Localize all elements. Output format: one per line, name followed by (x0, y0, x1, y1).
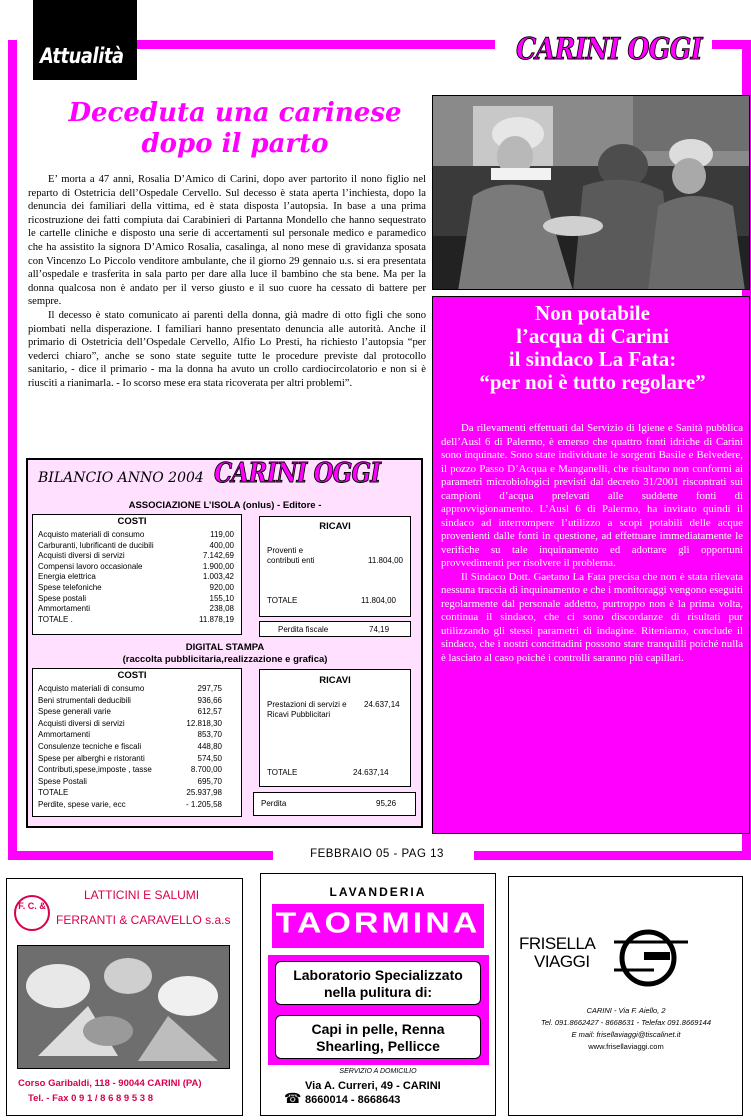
revenue1-label: Proventi e contributi enti (267, 546, 315, 565)
costs1-list (38, 530, 234, 630)
budget-row-label: Spese telefoniche (38, 583, 102, 592)
budget-row (38, 604, 234, 615)
headline-line-1: Deceduta una carinese (68, 98, 402, 128)
budget-row-label: Spese generali varie (38, 707, 111, 717)
budget-row (38, 530, 234, 541)
ad1-photo (17, 945, 230, 1069)
section-tag: Attualità (40, 44, 124, 68)
revenue1-total-value: 11.804,00 (361, 596, 396, 605)
budget-row (38, 696, 222, 708)
costs2-list (38, 684, 222, 814)
ad2-box2-line1: Capi in pelle, Renna (311, 1021, 445, 1037)
ad2-box2 (275, 1015, 481, 1059)
article-paragraph: Il decesso è stato comunicato ai parenti della donna, già madre di otto figli che sono piombati nella disperazione. I familiari hanno presentato denuncia alle autorità. Anche il primario di Ostetricia dell’Ospedale Cervello, Alfio Lo Presti, ha richiesto l’autopsia “per vederci chiaro”, anche se sono state seguite tutte le procedure previste dal protocollo sanitario, - dice il primario - ma la donna ha avuto un crollo cardiocircolatorio e non si è riusciti a rianimarla. - Io scorso mese era stata ricoverata per altri problemi”. (28, 309, 426, 389)
ad1-phone: Tel. - Fax 0 9 1 / 8 6 8 9 5 3 8 (28, 1093, 153, 1104)
ad2-phones: 8660014 - 8668643 (305, 1094, 401, 1106)
budget-row (38, 562, 234, 573)
budget-row-label: Acquisto materiali di consumo (38, 530, 145, 539)
budget-row (38, 551, 234, 562)
ad3-phones: Tel. 091.8662427 - 8668631 - Telefax 091.8669144 (540, 1018, 711, 1027)
budget-row-value: 612,57 (197, 707, 222, 717)
ad3-address: CARINI - Via F. Aiello, 2 (586, 1006, 666, 1015)
ad3-name-line2: VIAGGI (534, 952, 590, 971)
surgery-photo-image (433, 96, 750, 290)
footer-rule-right (474, 851, 751, 860)
budget-row (38, 572, 234, 583)
budget-row-value: 25.937,98 (186, 788, 222, 798)
ad2-box1-line1: Laboratorio Specializzato (293, 967, 463, 983)
ad3-website[interactable]: www.frisellaviaggi.com (588, 1042, 664, 1051)
ad2-box1-line2: nella pulitura di: (323, 984, 433, 1000)
budget-row (38, 730, 222, 742)
budget-row-value: 936,66 (197, 695, 222, 705)
ad2-name: TAORMINA (275, 906, 481, 940)
budget-row-value: 12.818,30 (186, 718, 222, 728)
budget-row (38, 754, 222, 766)
sidebar-headline-line: l’acqua di Carini (516, 324, 669, 348)
revenue1-total-label: TOTALE (267, 596, 298, 605)
budget-row (38, 777, 222, 789)
section-tag-box (33, 0, 137, 80)
headline-line-2: dopo il parto (141, 129, 329, 159)
revenue1-value: 11.804,00 (368, 556, 403, 565)
budget-row (38, 594, 234, 605)
budget-row-value: 11.878,19 (199, 614, 234, 624)
sidebar-headline-line: “per noi è tutto regolare” (479, 370, 706, 394)
revenue2-label: Prestazioni di servizi e Ricavi Pubblicitari (267, 700, 347, 719)
costs2-header: COSTI (117, 670, 147, 681)
budget-row-label: Acquisti diversi di servizi (38, 551, 125, 561)
frisella-logo-icon (614, 922, 688, 995)
costs1-header: COSTI (117, 516, 147, 527)
budget-row-label: Spese Postali (38, 776, 87, 786)
budget-row (38, 615, 234, 626)
revenue2-header: RICAVI (319, 675, 351, 686)
budget-row-value: 155,10 (209, 593, 234, 603)
sidebar-body (441, 422, 743, 665)
budget-row-label: TOTALE . (38, 614, 73, 624)
sidebar-headline-line: Non potabile (535, 301, 650, 325)
budget-row-value: 448,80 (197, 742, 222, 751)
ad-frisella[interactable] (508, 876, 743, 1116)
sidebar-headline-line: il sindaco La Fata: (508, 347, 677, 371)
budget-row (38, 800, 222, 812)
budget-row-label: Ammortamenti (38, 604, 91, 614)
budget-row (38, 684, 222, 696)
sidebar-paragraph: Il Sindaco Dott. Gaetano La Fata precisa che non è stata rilevata nessuna traccia di inquinamento e che i monitoraggi vengono eseguiti regolarmente dal personale addetto, purtroppo non è la prima volta, continua il sindaco, che ci sono discordanze di risultati pur utilizzando gli stessi parametri di indagine. Riteniamo, conclude il sindaco, che i nostri concittadini possono stare tranquilli poiché nulla è lasciato al caso poiché i controlli saranno più capillari. (441, 570, 743, 664)
budget-row-value: 853,70 (197, 730, 222, 740)
budget-row-label: Compensi lavoro occasionale (38, 561, 143, 571)
revenue2-value: 24.637,14 (364, 700, 400, 709)
revenue1-header: RICAVI (319, 521, 351, 532)
revenue2-total-label: TOTALE (267, 768, 298, 777)
phone-icon: ☎ (284, 1092, 302, 1107)
budget-row (38, 707, 222, 719)
sidebar-headline (440, 302, 745, 394)
sidebar-paragraph: Da rilevamenti effettuati dal Servizio di Igiene e Sanità pubblica dell’Ausl 6 di Palermo, è emerso che quattro fonti idriche di Carini sono inquinate. Sono state individuate le sorgenti Basile e Belvedere, il pozzo Passo D’Acqua e Manganelli, che risultano non conformi ai parametri microbiologici previsti dal decreto 31/2001 riscontrati sui campioni d’acqua prelevati alle suddette fonti di approvvigionamento. L’Ausl 6 di Palermo, ha invitato quindi il sindaco ad interrompere l’utilizzo a scopi potabili delle acque provenienti dalle fonti in questione, ad effettuare immediatamente le verifiche su tale inquinamento ed adottare gli opportuni provvedimenti per risolvere il problema. (441, 422, 743, 569)
article-body (28, 173, 426, 391)
budget-row-value: 119,00 (210, 530, 234, 539)
ad1-name-line1: LATTICINI E SALUMI (84, 888, 200, 902)
budget-row-value: 1.900,00 (202, 561, 234, 571)
budget-row-label: Beni strumentali deducibili (38, 695, 131, 705)
ad3-name-line1: FRISELLA (519, 934, 596, 953)
perdita-value: 95,26 (376, 799, 397, 808)
header-rule-left (137, 40, 495, 49)
budget-row-value: 920,00 (209, 583, 234, 592)
ad1-name-line2: FERRANTI & CARAVELLO s.a.s (56, 913, 231, 927)
ad2-address: Via A. Curreri, 49 - CARINI (305, 1080, 441, 1092)
perdita-fiscale-label: Perdita fiscale (278, 625, 329, 634)
budget-row-value: 695,70 (197, 776, 222, 786)
budget-row-value: - 1.205,58 (185, 800, 222, 809)
budget-row (38, 719, 222, 731)
budget-row-label: Consulenze tecniche e fiscali (38, 742, 142, 751)
budget-row-label: Spese postali (38, 593, 87, 603)
budget-row-label: Energia elettrica (38, 572, 96, 582)
surgery-photo (432, 95, 750, 290)
budget-row (38, 788, 222, 800)
article-paragraph: E’ morta a 47 anni, Rosalia D’Amico di Carini, dopo aver partorito il nono figlio nel reparto di Ostetricia dell’Ospedale Cervello. Sul decesso è stata aperta l’inchiesta, dopo la denuncia dei familiari della vittima, ed è stata disposta l’autopsia. In base a una prima ricostruzione dei fatti compiuta dai Carabinieri di Partanna Mondello che hanno sequestrato le cartelle cliniche e disposto una serie di accertamenti sul personale medico e paramedico che ha assistito la signora D’Amico Rosalia, casalinga, al nono mese di gravidanza sposata con Vincenzo Lo Piccolo venditore ambulante, che il giorno 29 gennaio u.s. si era presentata all’ospedale e trasferita in sala parto per dare alla luce il bambino che sta bene. Ma per la donna qualcosa non è andato per il verso giusto e il suo cuore ha cessato di battere per sempre. (28, 174, 426, 308)
budget-row (38, 541, 234, 552)
budget-row-label: TOTALE (38, 788, 69, 798)
ad2-box1 (275, 961, 481, 1005)
budget-title: BILANCIO ANNO 2004 (38, 470, 204, 486)
ad2-kicker: LAVANDERIA (329, 885, 427, 899)
budget-row-value: 297,75 (197, 684, 222, 693)
budget-row-label: Acquisto materiali di consumo (38, 684, 145, 693)
budget-section2-subtitle: (raccolta pubblicitaria,realizzazione e grafica) (122, 654, 328, 665)
budget-row-value: 8.700,00 (190, 765, 222, 775)
budget-row-label: Contributi,spese,imposte , tasse (38, 765, 152, 775)
budget-row-label: Perdite, spese varie, ecc (38, 800, 126, 809)
budget-row-label: Ammortamenti (38, 730, 91, 740)
budget-section2-title: DIGITAL STAMPA (185, 642, 265, 653)
budget-row (38, 765, 222, 777)
footer-rule-left (8, 851, 273, 860)
budget-row (38, 742, 222, 754)
budget-brand: CARINI OGGI (214, 458, 381, 489)
frame-left (8, 40, 17, 860)
budget-row-label: Spese per alberghi e ristoranti (38, 753, 145, 763)
budget-row-value: 400,00 (209, 540, 234, 550)
budget-section1-title: ASSOCIAZIONE L’ISOLA (onlus) - Editore - (128, 500, 322, 511)
ad1-logo: F. C. & (14, 895, 50, 931)
article-headline (40, 98, 430, 160)
ad1-address: Corso Garibaldi, 118 - 90044 CARINI (PA) (18, 1078, 202, 1089)
revenue2-total-value: 24.637,14 (353, 768, 389, 777)
budget-row-label: Carburanti, lubrificanti de ducibili (38, 540, 154, 550)
budget-row-label: Acquisti diversi di servizi (38, 718, 125, 728)
magazine-brand: CARINI OGGI (516, 32, 702, 67)
budget-row-value: 238,08 (209, 604, 234, 614)
ad2-box2-line2: Shearling, Pellicce (316, 1038, 440, 1054)
issue-footer: FEBBRAIO 05 - PAG 13 (310, 848, 444, 860)
perdita-label: Perdita (261, 799, 287, 808)
budget-row-value: 574,50 (197, 753, 222, 763)
perdita-fiscale-value: 74,19 (369, 625, 390, 634)
budget-row (38, 583, 234, 594)
ad3-email[interactable]: E mail: frisellaviaggi@tiscalinet.it (571, 1030, 681, 1039)
ad2-note: SERVIZIO A DOMICILIO (339, 1068, 417, 1075)
budget-row-value: 1.003,42 (202, 572, 234, 582)
budget-row-value: 7.142,69 (202, 551, 234, 561)
cheese-photo-image (18, 946, 229, 1068)
